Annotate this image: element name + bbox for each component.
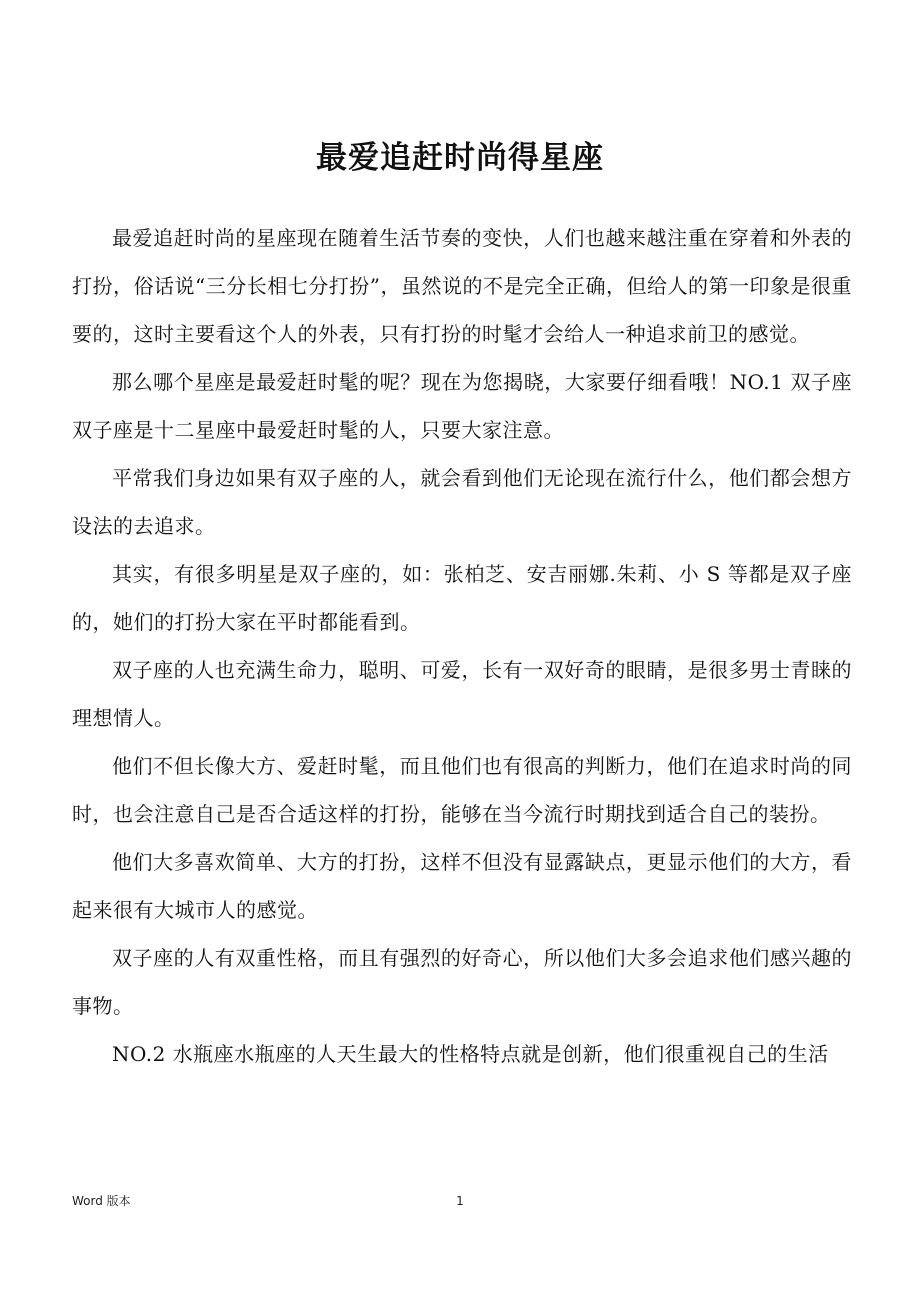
paragraph: 那么哪个星座是最爱赶时髦的呢？现在为您揭晓，大家要仔细看哦！NO.1 双子座双子座是十二星座中最爱赶时髦的人，只要大家注意。 (72, 370, 852, 442)
paragraph: 其实，有很多明星是双子座的，如：张柏芝、安吉丽娜.朱莉、小 S 等都是双子座的，她们的打扮大家在平时都能看到。 (72, 562, 852, 634)
paragraph: 他们大多喜欢简单、大方的打扮，这样不但没有显露缺点，更显示他们的大方，看起来很有大城市人的感觉。 (72, 850, 852, 922)
paragraph: 双子座的人有双重性格，而且有强烈的好奇心，所以他们大多会追求他们感兴趣的事物。 (72, 946, 852, 1018)
paragraph: 他们不但长像大方、爱赶时髦，而且他们也有很高的判断力，他们在追求时尚的同时，也会注意自己是否合适这样的打扮，能够在当今流行时期找到适合自己的装扮。 (72, 754, 852, 826)
document-title: 最爱追赶时尚得星座 (316, 140, 604, 176)
paragraph: NO.2 水瓶座水瓶座的人天生最大的性格特点就是创新，他们很重视自己的生活 (112, 1042, 829, 1066)
paragraph: 平常我们身边如果有双子座的人，就会看到他们无论现在流行什么，他们都会想方设法的去追求。 (72, 466, 852, 538)
footer-label: Word 版本 (72, 1194, 131, 1208)
page-number: 1 (456, 1194, 464, 1208)
paragraph: 最爱追赶时尚的星座现在随着生活节奏的变快，人们也越来越注重在穿着和外表的打扮，俗话说“三分长相七分打扮”，虽然说的不是完全正确，但给人的第一印象是很重要的，这时主要看这个人的外表，只有打扮的时髦才会给人一种追求前卫的感觉。 (72, 226, 852, 346)
document-body (72, 214, 852, 1078)
paragraph: 双子座的人也充满生命力，聪明、可爱，长有一双好奇的眼睛，是很多男士青睐的理想情人。 (72, 658, 852, 730)
